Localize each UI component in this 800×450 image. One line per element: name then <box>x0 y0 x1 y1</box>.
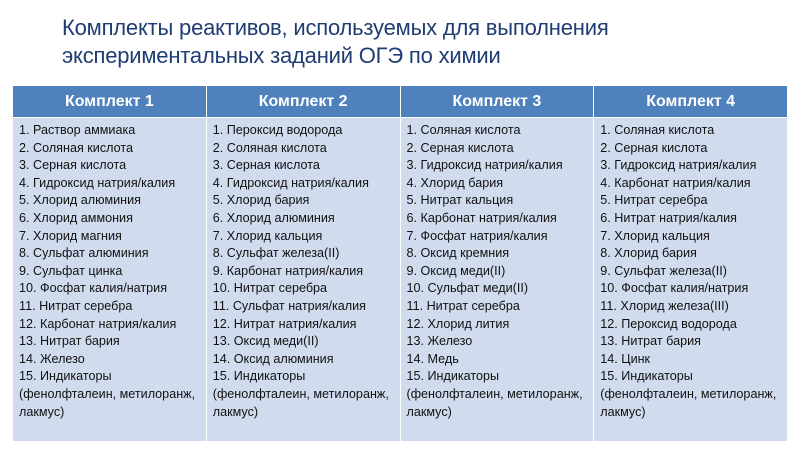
reagent-list-item: 15. Индикаторы (фенолфталеин, метилоранж, лакмус) <box>212 369 389 419</box>
reagent-list-item: 8. Сульфат алюминия <box>19 246 149 261</box>
reagent-list-item: 2. Соляная кислота <box>212 140 327 155</box>
reagent-list-item: 10. Фосфат калия/натрия <box>600 281 749 296</box>
kit-1-cell <box>13 118 207 442</box>
kit-2-cell <box>206 118 400 442</box>
reagent-list-item: 6. Хлорид алюминия <box>212 210 335 225</box>
kit-4-cell <box>594 118 788 442</box>
reagent-list-item: 9. Карбонат натрия/калия <box>212 263 364 278</box>
reagent-list-item: 12. Хлорид лития <box>406 316 510 331</box>
kit-3-list <box>407 122 594 421</box>
reagent-list-item: 11. Нитрат серебра <box>406 298 520 313</box>
reagent-list-item: 15. Индикаторы (фенолфталеин, метилоранж, лакмус) <box>19 369 196 419</box>
reagent-list-item: 2. Серная кислота <box>600 140 708 155</box>
reagent-list-item: 9. Сульфат цинка <box>19 263 123 278</box>
reagent-list-item: 6. Нитрат натрия/калия <box>600 210 737 225</box>
reagent-list-item: 12. Пероксид водорода <box>600 316 737 331</box>
kit-4-header: Комплект 4 <box>594 86 788 118</box>
reagent-list-item: 9. Оксид меди(II) <box>406 263 506 278</box>
reagent-kits-table <box>12 85 788 442</box>
reagent-list-item: 14. Оксид алюминия <box>212 351 334 366</box>
reagent-list-item: 11. Нитрат серебра <box>19 298 133 313</box>
reagent-list-item: 4. Гидроксид натрия/калия <box>19 175 176 190</box>
reagent-list-item: 2. Соляная кислота <box>19 140 133 155</box>
reagent-list-item: 12. Нитрат натрия/калия <box>212 316 357 331</box>
slide-title-line-2: экспериментальных заданий ОГЭ по химии <box>62 43 501 68</box>
reagent-list-item: 1. Раствор аммиака <box>19 123 136 137</box>
reagent-list-item: 5. Хлорид алюминия <box>19 193 141 208</box>
kit-3-header: Комплект 3 <box>400 86 594 118</box>
slide-title-line-1: Комплекты реактивов, используемых для выполнения <box>62 15 609 40</box>
reagent-list-item: 13. Нитрат бария <box>19 334 120 349</box>
kit-2-header: Комплект 2 <box>206 86 400 118</box>
kit-4-list <box>600 122 787 421</box>
reagent-list-item: 3. Гидроксид натрия/калия <box>406 158 563 173</box>
reagent-list-item: 5. Нитрат серебра <box>600 193 708 208</box>
reagent-list-item: 14. Цинк <box>600 351 651 366</box>
reagent-list-item: 8. Хлорид бария <box>600 246 697 261</box>
kit-1-header: Комплект 1 <box>13 86 207 118</box>
reagent-list-item: 15. Индикаторы (фенолфталеин, метилоранж, лакмус) <box>600 369 777 419</box>
reagent-list-item: 10. Сульфат меди(II) <box>406 281 529 296</box>
reagent-list-item: 8. Оксид кремния <box>406 246 510 261</box>
reagent-list-item: 14. Железо <box>19 351 85 366</box>
reagent-list-item: 2. Серная кислота <box>406 140 514 155</box>
reagent-list-item: 10. Нитрат серебра <box>212 281 328 296</box>
reagent-list-item: 1. Пероксид водорода <box>212 123 343 137</box>
reagent-list-item: 15. Индикаторы (фенолфталеин, метилоранж, лакмус) <box>406 369 583 419</box>
reagent-list-item: 13. Железо <box>406 334 473 349</box>
reagent-list-item: 6. Карбонат натрия/калия <box>406 210 557 225</box>
reagent-list-item: 13. Нитрат бария <box>600 334 701 349</box>
reagent-list-item: 4. Карбонат натрия/калия <box>600 175 751 190</box>
reagent-list-item: 7. Хлорид магния <box>19 228 122 243</box>
reagent-list-item: 9. Сульфат железа(II) <box>600 263 727 278</box>
reagent-list-item: 14. Медь <box>406 351 459 366</box>
reagent-list-item: 11. Хлорид железа(III) <box>600 298 729 313</box>
reagent-list-item: 5. Хлорид бария <box>212 193 310 208</box>
reagent-list-item: 12. Карбонат натрия/калия <box>19 316 177 331</box>
reagent-list-item: 4. Хлорид бария <box>406 175 504 190</box>
reagent-list-item: 4. Гидроксид натрия/калия <box>212 175 369 190</box>
kit-3-cell <box>400 118 594 442</box>
reagent-list-item: 1. Соляная кислота <box>406 123 521 137</box>
reagent-list-item: 5. Нитрат кальция <box>406 193 514 208</box>
table-body-row <box>13 118 788 442</box>
reagent-list-item: 6. Хлорид аммония <box>19 210 133 225</box>
reagent-list-item: 3. Серная кислота <box>212 158 320 173</box>
reagent-list-item: 7. Хлорид кальция <box>600 228 710 243</box>
reagent-list-item: 13. Оксид меди(II) <box>212 334 319 349</box>
reagent-list-item: 10. Фосфат калия/натрия <box>19 281 168 296</box>
reagent-list-item: 8. Сульфат железа(II) <box>212 246 340 261</box>
slide-title <box>62 14 782 70</box>
reagent-list-item: 11. Сульфат натрия/калия <box>212 298 367 313</box>
table-header-row <box>13 86 788 118</box>
reagent-list-item: 3. Серная кислота <box>19 158 127 173</box>
reagent-list-item: 7. Хлорид кальция <box>212 228 323 243</box>
kit-1-list <box>19 122 206 421</box>
reagent-list-item: 1. Соляная кислота <box>600 123 715 137</box>
reagent-list-item: 3. Гидроксид натрия/калия <box>600 158 757 173</box>
reagent-list-item: 7. Фосфат натрия/калия <box>406 228 548 243</box>
kit-2-list <box>213 122 400 421</box>
